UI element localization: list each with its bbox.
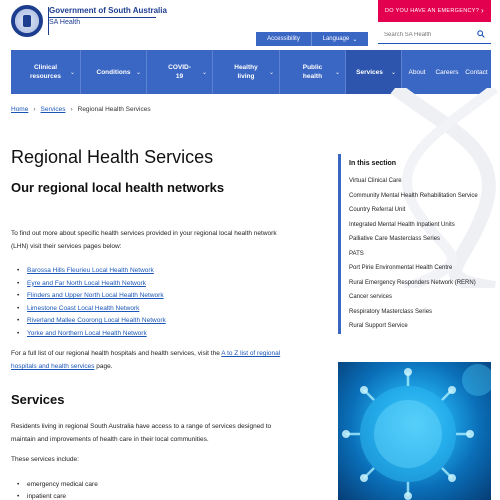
lhn-link-riverland[interactable]: Riverland Mallee Coorong Local Health Network <box>27 317 166 324</box>
sidebar-link-integrated-mental-health[interactable]: Integrated Mental Health Inpatient Units <box>349 221 455 228</box>
list-item: • inpatient care <box>11 491 98 500</box>
lhn-heading: Our regional local health networks <box>11 180 225 195</box>
list-item: • emergency medical care <box>11 479 98 491</box>
utility-bar <box>256 32 368 46</box>
sidebar-links <box>349 177 478 337</box>
nav-label: Healthy living <box>234 64 258 80</box>
nav-item-covid-19[interactable] <box>147 50 213 94</box>
chevron-down-icon: ⌄ <box>268 70 274 76</box>
in-this-section-sidebar <box>338 154 491 334</box>
list-item <box>11 278 166 291</box>
nav-label: COVID-19 <box>168 64 191 80</box>
breadcrumb-home[interactable]: Home <box>11 106 29 113</box>
lhn-intro: To find out more about specific health services provided in your regional local health network (LHN) visit their services pages below: <box>11 230 277 250</box>
government-title[interactable]: Government of South Australia <box>49 6 167 15</box>
nav-item-public-health[interactable] <box>280 50 346 94</box>
list-item <box>11 328 166 341</box>
virus-image <box>338 362 491 500</box>
sidebar-link-respiratory[interactable]: Respiratory Masterclass Series <box>349 308 433 315</box>
lhn-link-barossa[interactable]: Barossa Hills Fleurieu Local Health Network <box>27 267 154 274</box>
search-icon[interactable] <box>477 30 485 38</box>
search-input[interactable] <box>384 29 474 41</box>
lhn-link-flinders[interactable]: Flinders and Upper North Local Health Network <box>27 292 164 299</box>
nav-item-conditions[interactable] <box>81 50 147 94</box>
chevron-right-icon: › <box>70 106 73 113</box>
sidebar-link-pats[interactable]: PATS <box>349 250 364 257</box>
accessibility-button[interactable] <box>256 32 312 46</box>
sidebar-heading: In this section <box>349 160 397 167</box>
nav-label: Services <box>356 68 383 76</box>
chevron-down-icon: ⌄ <box>352 36 358 43</box>
services-include-label: These services include: <box>11 456 79 463</box>
language-button[interactable] <box>312 32 368 46</box>
virus-illustration <box>338 362 491 500</box>
nav-label: Contact <box>465 68 488 76</box>
sidebar-link-cancer-services[interactable]: Cancer services <box>349 294 393 300</box>
sa-government-crest-logo[interactable] <box>11 5 43 37</box>
nav-label: Clinical resources <box>29 64 62 80</box>
list-item <box>11 290 166 303</box>
chevron-right-icon: › <box>481 6 484 15</box>
nav-item-clinical-resources[interactable] <box>11 50 81 94</box>
emergency-label: DO YOU HAVE AN EMERGENCY? <box>385 8 480 14</box>
sidebar-link-palliative-care[interactable]: Palliative Care Masterclass Series <box>349 236 441 242</box>
emergency-button[interactable] <box>378 0 491 22</box>
services-list <box>11 479 98 500</box>
sidebar-link-rern[interactable]: Rural Emergency Responders Network (RERN) <box>349 279 476 286</box>
chevron-down-icon: ⌄ <box>135 70 141 76</box>
agency-name[interactable]: SA Health <box>49 19 81 26</box>
chevron-down-icon: ⌄ <box>334 70 340 76</box>
full-list-prefix: For a full list of our regional health hospitals and health services, visit the <box>11 350 222 357</box>
lhn-link-yorke[interactable]: Yorke and Northern Local Health Network <box>27 329 147 337</box>
list-item <box>11 265 166 278</box>
lhn-link-eyre[interactable]: Eyre and Far North Local Health Network <box>27 279 146 287</box>
services-heading: Services <box>11 392 65 407</box>
sidebar-link-virtual-clinical-care[interactable]: Virtual Clinical Care <box>349 178 402 184</box>
nav-label: Conditions <box>96 68 131 76</box>
chevron-down-icon: ⌄ <box>201 70 207 76</box>
accessibility-label: Accessibility <box>267 36 300 42</box>
chevron-down-icon: ⌄ <box>390 70 396 76</box>
lhn-link-limestone[interactable]: Limestone Coast Local Health Network <box>27 304 140 312</box>
language-label: Language <box>322 36 350 42</box>
search-box <box>378 26 491 44</box>
list-item <box>11 315 166 328</box>
a-to-z-link[interactable]: A to Z list of regional hospitals and health services <box>11 350 281 370</box>
services-intro: Residents living in regional South Australia have access to a range of services designed to maintain and improvements of health care in their local communities. <box>11 423 272 443</box>
sidebar-link-rural-support[interactable]: Rural Support Service <box>349 323 408 329</box>
breadcrumb-current: Regional Health Services <box>77 106 151 113</box>
nav-label: Public health <box>302 64 323 80</box>
nav-label: Careers <box>435 68 459 76</box>
breadcrumb <box>11 106 151 113</box>
sidebar-link-community-mental-health[interactable]: Community Mental Health Rehabilitation Service <box>349 192 478 199</box>
full-list-suffix: page. <box>94 363 113 370</box>
full-list-paragraph <box>11 347 281 373</box>
chevron-down-icon: ⌄ <box>69 70 75 76</box>
lhn-list <box>11 265 166 340</box>
sidebar-link-port-pirie[interactable]: Port Pirie Environmental Health Centre <box>349 265 453 271</box>
list-item <box>11 303 166 316</box>
sidebar-link-country-referral-unit[interactable]: Country Referral Unit <box>349 207 406 213</box>
nav-label: About <box>408 68 426 76</box>
breadcrumb-services[interactable]: Services <box>40 106 66 113</box>
page-title: Regional Health Services <box>11 147 214 167</box>
brand-rule <box>49 17 156 18</box>
nav-item-healthy-living[interactable] <box>213 50 280 94</box>
chevron-right-icon: › <box>33 106 36 113</box>
